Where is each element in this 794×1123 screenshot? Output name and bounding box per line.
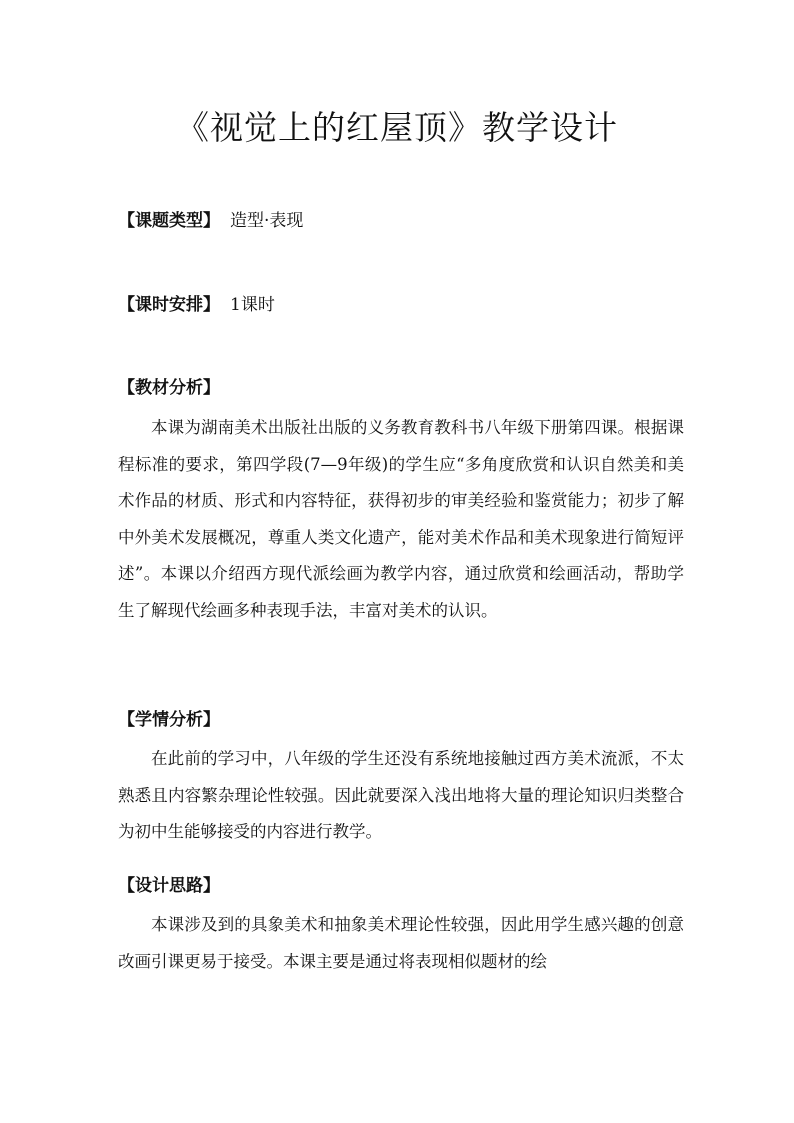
section-heading-design-idea: 【设计思路】 <box>118 876 220 896</box>
section-heading-student-analysis: 【学情分析】 <box>118 710 220 730</box>
field-label: 【课题类型】 <box>118 211 220 231</box>
section-body-textbook-analysis: 本课为湖南美术出版社出版的义务教育教科书八年级下册第四课。根据课程标准的要求，第四学段(7—9年级)的学生应“多角度欣赏和认识自然美和美术作品的材质、形式和内容特征，获得初步的审美经验和鉴赏能力；初步了解中外美术发展概况，尊重人类文化遗产，能对美术作品和美术现象进行简短评述”。本课以介绍西方现代派绘画为教学内容，通过欣赏和绘画活动，帮助学生了解现代绘画多种表现手法，丰富对美术的认识。 <box>118 418 684 620</box>
section-body-design-idea: 本课涉及到的具象美术和抽象美术理论性较强，因此用学生感兴趣的创意改画引课更易于接受。本课主要是通过将表现相似题材的绘 <box>118 915 684 971</box>
section-heading-textbook-analysis: 【教材分析】 <box>118 378 220 398</box>
page-title: 《视觉上的红屋顶》教学设计 <box>176 108 618 147</box>
field-lesson-hours <box>118 293 275 317</box>
field-label: 【课时安排】 <box>118 295 220 315</box>
section-body-student-analysis: 在此前的学习中，八年级的学生还没有系统地接触过西方美术流派，不太熟悉且内容繁杂理论性较强。因此就要深入浅出地将大量的理论知识归类整合为初中生能够接受的内容进行教学。 <box>118 749 684 841</box>
field-value: 1课时 <box>230 295 275 315</box>
field-lesson-type <box>118 209 303 233</box>
field-value: 造型·表现 <box>230 211 304 231</box>
